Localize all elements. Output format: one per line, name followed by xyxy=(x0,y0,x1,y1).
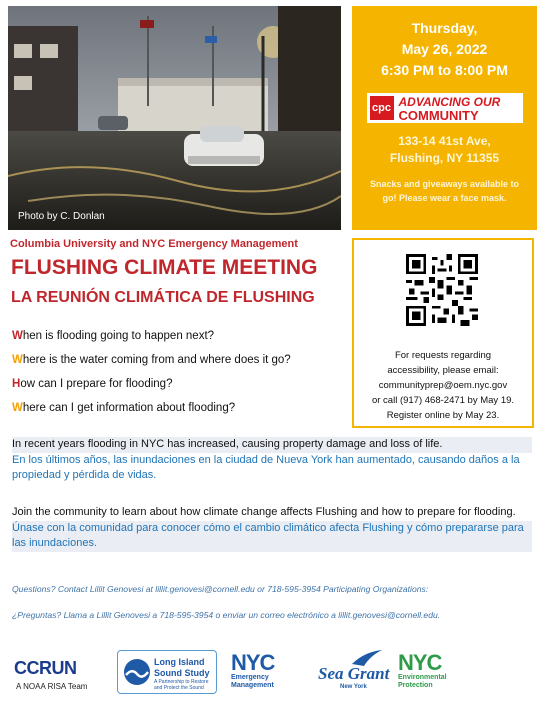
info-line: Register online by May 23. xyxy=(386,410,500,421)
nyc-emergency-management-logo xyxy=(231,652,301,696)
contact-email[interactable]: communityprep@oem.nyc.gov xyxy=(378,380,508,391)
paragraph-english: Join the community to learn about how climate change affects Flushing and how to prepare for flooding. xyxy=(12,506,516,518)
event-address xyxy=(352,133,537,167)
nyc-dep-subtitle: Protection xyxy=(398,682,433,689)
long-island-sound-study-logo xyxy=(117,650,217,694)
lis-title xyxy=(154,657,210,679)
photo-credit: Photo by C. Donlan xyxy=(18,211,105,222)
question-text: here is the water coming from and where does it go? xyxy=(22,354,291,366)
question-text: here can I get information about flooding? xyxy=(22,402,236,414)
nyc-em-subtitle: Management xyxy=(231,682,274,689)
paragraph-2 xyxy=(12,505,532,552)
nyc-dep-subtitle: Environmental xyxy=(398,674,447,681)
cpc-tagline-1: ADVANCING OUR xyxy=(398,95,501,109)
question-initial: W xyxy=(12,402,23,414)
question-initial: H xyxy=(12,378,21,390)
page-title-spanish: LA REUNIÓN CLIMÁTICA DE FLUSHING xyxy=(11,289,315,306)
cpc-logo xyxy=(367,93,523,123)
question-initial: W xyxy=(12,354,23,366)
ccrun-subtitle: A NOAA RISA Team xyxy=(16,682,88,691)
flooded-street-photo xyxy=(8,6,341,230)
question-item xyxy=(12,402,291,426)
question-initial: W xyxy=(12,330,23,342)
question-item xyxy=(12,354,291,378)
lis-title-line: Sound Study xyxy=(154,668,210,678)
wave-icon xyxy=(123,658,151,686)
paragraph-spanish: En los últimos años, las inundaciones en la ciudad de Nueva York han aumentado, causando daños a la propiedad y pérdida de vidas. xyxy=(12,453,520,481)
info-line: For requests regarding xyxy=(394,350,492,361)
page-title: FLUSHING CLIMATE MEETING xyxy=(11,256,318,279)
contact-line-spanish: ¿Preguntas? Llama a Lillit Genovesi a 718-595-3954 o enviar un correo electrónico a lillit.genovesi@cornell.edu. xyxy=(12,610,441,620)
cpc-mark: cpc xyxy=(370,96,394,120)
ccrun-wordmark: CCRUN xyxy=(14,658,77,678)
registration-box xyxy=(352,238,534,428)
organizer-line: Columbia University and NYC Emergency Management xyxy=(10,238,298,250)
accessibility-info xyxy=(354,348,532,423)
address-line-1: 133-14 41st Ave, xyxy=(398,134,491,148)
nyc-environmental-protection-logo xyxy=(398,652,478,696)
question-item xyxy=(12,378,291,402)
event-note: Snacks and giveaways available to go! Please wear a face mask. xyxy=(369,179,520,203)
paragraph-spanish: Únase con la comunidad para conocer cómo el cambio climático afecta Flushing y cómo prepararse para las inundaciones. xyxy=(12,521,532,552)
event-time: 6:30 PM to 8:00 PM xyxy=(381,62,508,78)
contact-phone[interactable]: or call (917) 468-2471 by May 19. xyxy=(371,395,515,406)
contact-line-english: Questions? Contact Lillit Genovesi at lillit.genovesi@cornell.edu or 718-595-3954 Participating Organizations: xyxy=(12,584,429,594)
cpc-tagline-2: COMMUNITY xyxy=(398,108,479,123)
qr-code-icon[interactable] xyxy=(406,254,478,326)
question-text: hen is flooding going to happen next? xyxy=(22,330,215,342)
event-date-text: May 26, 2022 xyxy=(401,41,488,57)
question-text: ow can I prepare for flooding? xyxy=(20,378,173,390)
sea-grant-wordmark: Sea Grant xyxy=(318,664,390,683)
question-item xyxy=(12,330,291,354)
event-date xyxy=(352,18,537,81)
paragraph-english: In recent years flooding in NYC has increased, causing property damage and loss of life. xyxy=(12,437,532,453)
lis-title-line: Long Island xyxy=(154,657,205,667)
paragraph-1 xyxy=(12,437,532,484)
lis-subtitle: A Partnership to Restore and Protect the Sound xyxy=(154,679,209,691)
nyc-wordmark: NYC xyxy=(231,650,275,675)
nyc-em-subtitle: Emergency xyxy=(231,674,269,681)
ccrun-logo xyxy=(14,650,90,694)
address-line-2: Flushing, NY 11355 xyxy=(389,151,500,165)
sea-grant-subtitle: New York xyxy=(340,684,367,690)
event-details-box xyxy=(352,6,537,230)
event-day: Thursday, xyxy=(411,20,478,36)
nyc-wordmark: NYC xyxy=(398,650,442,675)
question-list xyxy=(12,330,291,426)
sea-grant-logo xyxy=(318,650,390,694)
info-line: accessibility, please email: xyxy=(387,365,499,376)
